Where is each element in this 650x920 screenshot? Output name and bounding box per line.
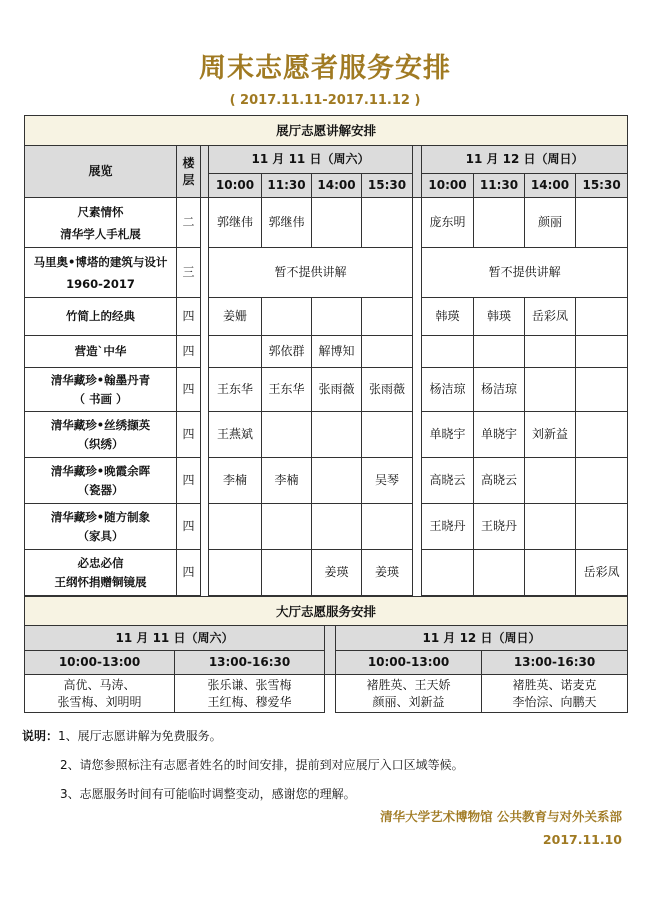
volunteer-cell — [362, 336, 413, 368]
column-gap — [413, 368, 422, 412]
volunteer-cell — [576, 368, 628, 412]
notes — [22, 722, 464, 809]
volunteer-cell: 李楠 — [262, 458, 312, 504]
floor-cell: 四 — [177, 458, 201, 504]
volunteer-cell — [312, 298, 362, 336]
volunteer-cell — [362, 504, 413, 550]
volunteer-cell: 王燕斌 — [209, 412, 262, 458]
volunteer-cell: 姜姗 — [209, 298, 262, 336]
exhibit-name: 马里奥•博塔的建筑与设计 1960-2017 — [25, 248, 177, 298]
notes-label: 说明： — [22, 729, 59, 743]
volunteer-cell: 张雨薇 — [362, 368, 413, 412]
exhibit-name: 清华藏珍•晚霞余晖 （瓷器） — [25, 458, 177, 504]
volunteer-cell — [312, 412, 362, 458]
column-gap — [201, 504, 209, 550]
volunteer-cell: 高晓云 — [474, 458, 525, 504]
date-range: ( 2017.11.11-2017.11.12 ) — [229, 93, 421, 108]
volunteer-cell: 单晓宇 — [422, 412, 474, 458]
volunteer-cell: 张雨薇 — [312, 368, 362, 412]
volunteer-cell — [262, 504, 312, 550]
footer-org: 清华大学艺术博物馆 公共教育与对外关系部 — [380, 809, 622, 824]
volunteer-cell — [525, 336, 576, 368]
volunteer-cell — [262, 412, 312, 458]
time-header: 11:30 — [262, 174, 312, 198]
exhibit-name: 营造`中华 — [25, 336, 177, 368]
volunteer-cell: 李楠 — [209, 458, 262, 504]
volunteer-cell — [525, 504, 576, 550]
column-gap — [413, 550, 422, 596]
volunteer-cell — [576, 504, 628, 550]
note-item: 3、志愿服务时间有可能临时调整变动，感谢您的理解。 — [60, 787, 356, 801]
column-gap — [413, 458, 422, 504]
page-title: 周末志愿者服务安排 — [199, 53, 451, 84]
time-header: 11:30 — [474, 174, 525, 198]
volunteer-cell: 王晓丹 — [474, 504, 525, 550]
no-tour-note: 暂不提供讲解 — [209, 248, 413, 298]
volunteer-cell: 韩瑛 — [474, 298, 525, 336]
volunteer-cell: 郭依群 — [262, 336, 312, 368]
volunteer-cell: 解博知 — [312, 336, 362, 368]
lobby-day1-header: 11 月 11 日（周六） — [25, 626, 325, 651]
volunteer-cell — [525, 550, 576, 596]
column-gap — [201, 458, 209, 504]
volunteer-cell — [576, 412, 628, 458]
column-gap — [413, 248, 422, 298]
volunteer-cell: 王东华 — [262, 368, 312, 412]
time-header: 14:00 — [525, 174, 576, 198]
volunteer-cell: 岳彩凤 — [576, 550, 628, 596]
column-gap — [325, 626, 336, 675]
schedule-row — [25, 504, 628, 550]
lobby-volunteers: 高优、马涛、 张雪梅、刘明明 — [25, 675, 175, 713]
time-header: 10:00 — [209, 174, 262, 198]
lobby-schedule-table — [24, 596, 628, 713]
volunteer-cell: 高晓云 — [422, 458, 474, 504]
column-gap — [201, 248, 209, 298]
column-gap — [413, 504, 422, 550]
floor-cell: 四 — [177, 368, 201, 412]
exhibit-name: 竹简上的经典 — [25, 298, 177, 336]
volunteer-cell — [422, 550, 474, 596]
volunteer-cell: 杨洁琼 — [474, 368, 525, 412]
volunteer-cell: 庞东明 — [422, 198, 474, 248]
lobby-slot-header: 13:00-16:30 — [482, 651, 628, 675]
floor-column-header — [177, 146, 201, 198]
no-tour-note: 暂不提供讲解 — [422, 248, 628, 298]
volunteer-cell: 姜瑛 — [312, 550, 362, 596]
lobby-slot-header: 10:00-13:00 — [25, 651, 175, 675]
note-item: 2、请您参照标注有志愿者姓名的时间安排，提前到对应展厅入口区域等候。 — [60, 758, 464, 772]
schedule-row — [25, 248, 628, 298]
schedule-row — [25, 298, 628, 336]
floor-cell: 四 — [177, 336, 201, 368]
lobby-slot-header: 10:00-13:00 — [336, 651, 482, 675]
volunteer-cell — [576, 336, 628, 368]
floor-cell: 四 — [177, 412, 201, 458]
volunteer-cell — [312, 504, 362, 550]
volunteer-cell — [312, 198, 362, 248]
volunteer-cell: 颜丽 — [525, 198, 576, 248]
volunteer-cell — [209, 504, 262, 550]
volunteer-cell — [209, 336, 262, 368]
floor-cell: 四 — [177, 550, 201, 596]
column-gap — [201, 336, 209, 368]
floor-cell: 二 — [177, 198, 201, 248]
time-header: 15:30 — [362, 174, 413, 198]
schedule-row — [25, 336, 628, 368]
volunteer-cell — [262, 298, 312, 336]
lobby-day2-header: 11 月 12 日（周日） — [336, 626, 628, 651]
volunteer-cell — [525, 368, 576, 412]
column-gap — [201, 298, 209, 336]
lobby-volunteers: 褚胜英、诺麦克 李怡淙、向鹏天 — [482, 675, 628, 713]
exhibit-name: 尺素情怀 清华学人手札展 — [25, 198, 177, 248]
volunteer-cell: 姜瑛 — [362, 550, 413, 596]
schedule-row — [25, 458, 628, 504]
volunteer-cell — [474, 336, 525, 368]
column-gap — [201, 550, 209, 596]
note-item: 1、展厅志愿讲解为免费服务。 — [58, 729, 222, 743]
lobby-volunteers: 张乐谦、张雪梅 王红梅、穆爱华 — [175, 675, 325, 713]
exhibit-column-header: 展览 — [25, 146, 177, 198]
schedule-row — [25, 368, 628, 412]
schedule-row — [25, 412, 628, 458]
column-gap — [325, 675, 336, 713]
volunteer-cell: 岳彩凤 — [525, 298, 576, 336]
volunteer-cell: 吴琴 — [362, 458, 413, 504]
column-gap — [413, 198, 422, 248]
volunteer-cell — [576, 298, 628, 336]
floor-cell: 四 — [177, 504, 201, 550]
column-gap — [201, 368, 209, 412]
schedule-row — [25, 198, 628, 248]
volunteer-cell — [576, 198, 628, 248]
volunteer-cell: 杨洁琼 — [422, 368, 474, 412]
lobby-volunteers: 褚胜英、王天娇 颜丽、刘新益 — [336, 675, 482, 713]
exhibit-name: 清华藏珍•翰墨丹青 （ 书画 ） — [25, 368, 177, 412]
volunteer-cell — [474, 550, 525, 596]
column-gap — [413, 336, 422, 368]
column-gap — [413, 298, 422, 336]
floor-header-text: 楼层 — [182, 155, 195, 187]
volunteer-cell: 王东华 — [209, 368, 262, 412]
volunteer-cell: 郭继伟 — [262, 198, 312, 248]
schedule-row — [25, 550, 628, 596]
volunteer-cell — [312, 458, 362, 504]
volunteer-cell — [474, 198, 525, 248]
column-gap — [413, 146, 422, 198]
floor-cell: 三 — [177, 248, 201, 298]
hall-schedule-table — [24, 115, 628, 596]
volunteer-cell — [525, 458, 576, 504]
volunteer-cell — [576, 458, 628, 504]
exhibit-name: 清华藏珍•随方制象 （家具） — [25, 504, 177, 550]
exhibit-name: 清华藏珍•丝绣撷英 （织绣） — [25, 412, 177, 458]
volunteer-cell — [262, 550, 312, 596]
lobby-slot-header: 13:00-16:30 — [175, 651, 325, 675]
time-header: 15:30 — [576, 174, 628, 198]
footer-date: 2017.11.10 — [542, 832, 622, 847]
column-gap — [201, 146, 209, 198]
day2-header: 11 月 12 日（周日） — [422, 146, 628, 174]
column-gap — [201, 198, 209, 248]
volunteer-cell — [362, 198, 413, 248]
lobby-section-title: 大厅志愿服务安排 — [25, 597, 628, 626]
volunteer-cell — [362, 412, 413, 458]
time-header: 14:00 — [312, 174, 362, 198]
volunteer-cell: 韩瑛 — [422, 298, 474, 336]
exhibit-name: 必忠必信 王纲怀捐赠铜镜展 — [25, 550, 177, 596]
column-gap — [201, 412, 209, 458]
volunteer-cell — [422, 336, 474, 368]
day1-header: 11 月 11 日（周六） — [209, 146, 413, 174]
volunteer-cell — [362, 298, 413, 336]
volunteer-cell: 王晓丹 — [422, 504, 474, 550]
floor-cell: 四 — [177, 298, 201, 336]
volunteer-cell — [209, 550, 262, 596]
hall-section-title: 展厅志愿讲解安排 — [25, 116, 628, 146]
volunteer-cell: 郭继伟 — [209, 198, 262, 248]
volunteer-cell: 刘新益 — [525, 412, 576, 458]
time-header: 10:00 — [422, 174, 474, 198]
volunteer-cell: 单晓宇 — [474, 412, 525, 458]
column-gap — [413, 412, 422, 458]
